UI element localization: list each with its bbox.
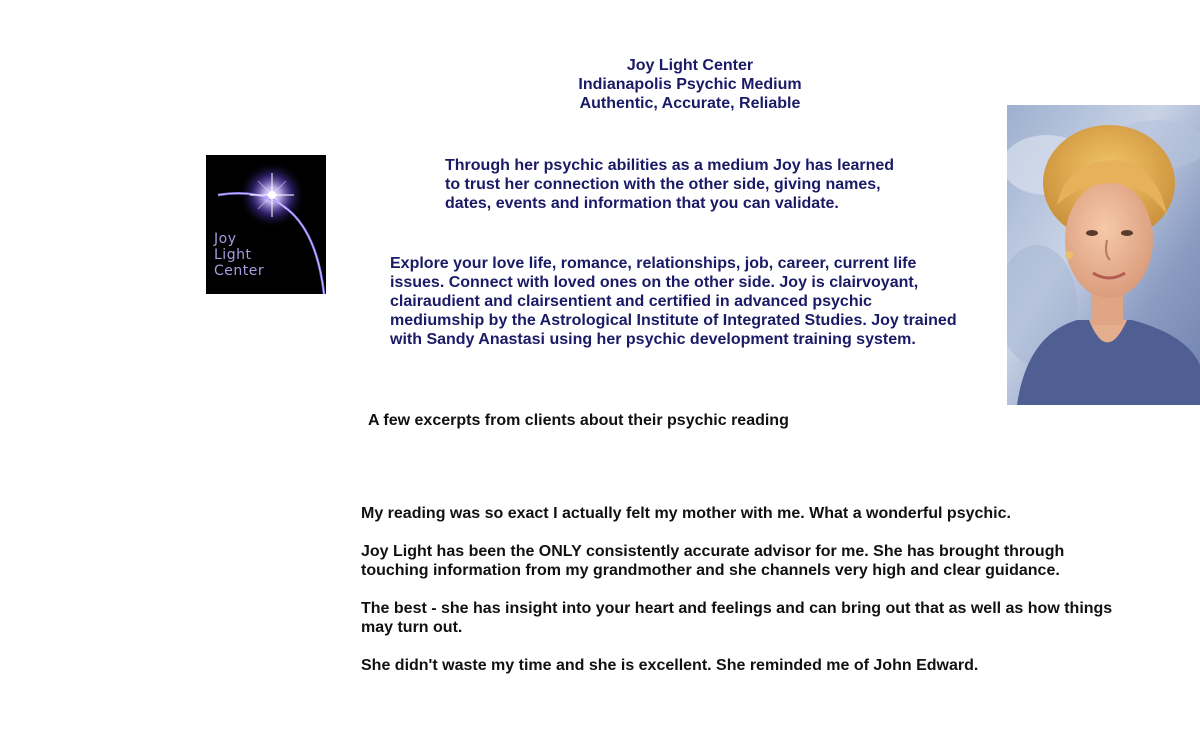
portrait-photo [1007,105,1200,405]
intro-line: dates, events and information that you can validate. [445,195,839,212]
site-subtitle: Indianapolis Psychic Medium [578,76,802,93]
testimonial-line: may turn out. [361,619,463,636]
joy-light-center-logo [206,155,326,294]
logo-word-joy: Joy [214,231,237,247]
excerpts-heading: A few excerpts from clients about their psychic reading [368,412,789,429]
explore-paragraph [390,254,970,349]
explore-line: Explore your love life, romance, relationships, job, career, current life [390,255,917,272]
testimonial [361,599,1131,637]
testimonial-line: The best - she has insight into your heart and feelings and can bring out that as well as how things [361,600,1113,617]
testimonials-list [361,504,1131,694]
testimonial-line: Joy Light has been the ONLY consistently accurate advisor for me. She has brought through [361,543,1065,560]
testimonial-line: My reading was so exact I actually felt my mother with me. What a wonderful psychic. [361,505,1011,522]
site-header [540,56,840,113]
logo-wordmark [214,231,264,279]
explore-line: with Sandy Anastasi using her psychic development training system. [390,331,916,348]
woman-portrait-icon [1007,105,1200,405]
testimonial [361,656,1131,675]
explore-line: clairaudient and clairsentient and certified in advanced psychic [390,293,872,310]
logo-word-center: Center [214,263,265,279]
site-tagline: Authentic, Accurate, Reliable [579,95,801,112]
testimonial-line: touching information from my grandmother and she channels very high and clear guidance. [361,562,1060,579]
site-title: Joy Light Center [626,57,754,74]
explore-line: mediumship by the Astrological Institute of Integrated Studies. Joy trained [390,312,957,329]
logo-word-light: Light [214,247,252,263]
intro-line: Through her psychic abilities as a medium Joy has learned [445,157,895,174]
intro-line: to trust her connection with the other side, giving names, [445,176,881,193]
intro-paragraph [445,156,915,213]
testimonial [361,504,1131,523]
testimonial [361,542,1131,580]
explore-line: issues. Connect with loved ones on the other side. Joy is clairvoyant, [390,274,919,291]
testimonial-line: She didn't waste my time and she is excellent. She reminded me of John Edward. [361,657,979,674]
